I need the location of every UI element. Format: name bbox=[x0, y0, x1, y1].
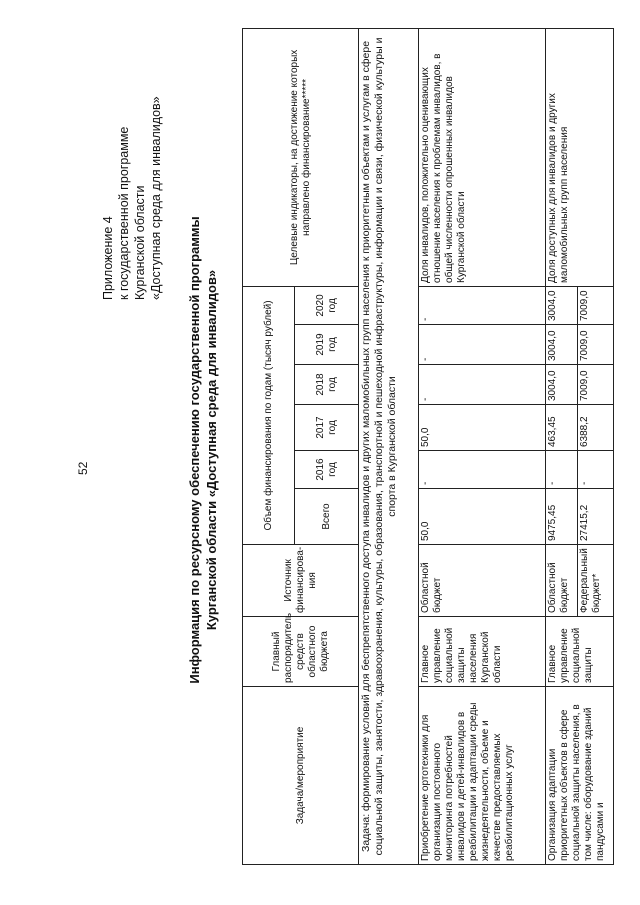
row2-total-regional: 9475,45 bbox=[545, 489, 577, 545]
annex-line: Приложение 4 bbox=[101, 216, 115, 300]
row1-2018: - bbox=[419, 365, 545, 405]
row2-2016-regional: - bbox=[545, 451, 577, 489]
row2-distributor: Главное управление социальной защиты bbox=[545, 617, 613, 687]
annex-line: Курганской области bbox=[133, 185, 147, 300]
header-source: Источник финансирова-ния bbox=[243, 545, 359, 617]
header-year-2019: 2019 год bbox=[295, 325, 359, 365]
row1-2019: - bbox=[419, 325, 545, 365]
header-volume: Объем финансирования по годам (тысяч рублей) bbox=[243, 286, 295, 544]
row2-2019-regional: 3004,0 bbox=[545, 325, 577, 365]
header-task: Задача/мероприятие bbox=[243, 687, 359, 865]
page-number: 52 bbox=[76, 461, 90, 475]
header-total: Всего bbox=[295, 489, 359, 545]
row2-2018-federal: 7009,0 bbox=[577, 365, 613, 405]
row2-source-federal: Федеральный бюджет* bbox=[577, 545, 613, 617]
row1-indicator: Доля инвалидов, положительно оценивающих отношение населения к проблемам инвалидов, в общей численности опрошенных инвалидов Курганской области bbox=[419, 28, 545, 286]
row2-2019-federal: 7009,0 bbox=[577, 325, 613, 365]
row1-distributor: Главное управление социальной защиты населения Курганской области bbox=[419, 617, 545, 687]
row1-2017: 50,0 bbox=[419, 405, 545, 451]
title-line: Информация по ресурсному обеспечению государственной программы bbox=[187, 216, 202, 684]
header-year-2020: 2020 год bbox=[295, 286, 359, 324]
row2-indicator: Доля доступных для инвалидов и других маломобильных групп населения bbox=[545, 28, 613, 286]
row2-source-regional: Областной бюджет bbox=[545, 545, 577, 617]
row1-total: 50,0 bbox=[419, 489, 545, 545]
row2-2016-federal: - bbox=[577, 451, 613, 489]
row2-2017-regional: 463,45 bbox=[545, 405, 577, 451]
annex-line: к государственной программе bbox=[117, 126, 131, 300]
row2-activity: Организация адаптации приоритетных объектов в сфере социальной защиты населения, в том числе: оборудование зданий пандусами и bbox=[545, 687, 613, 865]
header-year-2016: 2016 год bbox=[295, 451, 359, 489]
task-title: Задача: формирование условий для беспрепятственного доступа инвалидов и других маломобильных групп населения к приоритетным объектам и услугам в сфере социальной защиты, занятости, здравоохранения, культуры, образования, транспортной и пешеходной инфраструктуры, информации и связи, физической культуры и спорта в Курганской области bbox=[359, 28, 419, 864]
row1-2020: - bbox=[419, 286, 545, 324]
header-indicators: Целевые индикаторы, на достижение которых направлено финансирование***** bbox=[243, 28, 359, 286]
annex-line: «Доступная среда для инвалидов» bbox=[149, 96, 163, 300]
resource-table bbox=[242, 28, 614, 865]
row2-2018-regional: 3004,0 bbox=[545, 365, 577, 405]
annex-block bbox=[100, 96, 164, 300]
row2-total-federal: 27415,2 bbox=[577, 489, 613, 545]
header-year-2018: 2018 год bbox=[295, 365, 359, 405]
row1-2016: - bbox=[419, 451, 545, 489]
row1-activity: Приобретение ортотехники для организации постоянного мониторинга потребностей инвалидов и детей-инвалидов в реабилитации и адаптации среды жизнедеятельности, объеме и качестве предоставляемых реабилитационных услуг bbox=[419, 687, 545, 865]
row1-source: Областной бюджет bbox=[419, 545, 545, 617]
title-line: Курганской области «Доступная среда для инвалидов» bbox=[204, 269, 219, 631]
document-title bbox=[186, 35, 220, 865]
row2-2020-federal: 7009,0 bbox=[577, 286, 613, 324]
header-distributor: Главный распорядитель средств областного бюджета bbox=[243, 617, 359, 687]
row2-2020-regional: 3004,0 bbox=[545, 286, 577, 324]
row2-2017-federal: 6388,2 bbox=[577, 405, 613, 451]
header-year-2017: 2017 год bbox=[295, 405, 359, 451]
